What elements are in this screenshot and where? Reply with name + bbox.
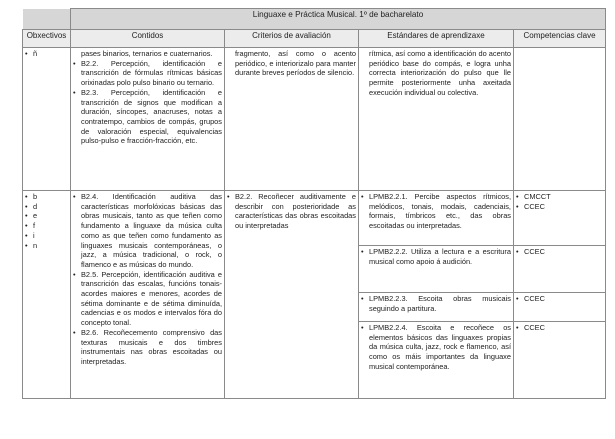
- objective-item: • b: [25, 192, 68, 202]
- objective-item: • i: [25, 231, 68, 241]
- criterion-item: • B2.2. Recoñecer auditivamente e describir con posterioridade as características das obras escoitadas ou interpretadas: [227, 192, 356, 231]
- table-row: [23, 48, 606, 191]
- header-contents: Contidos: [71, 30, 225, 48]
- competences-cell: [514, 48, 606, 191]
- criteria-cell: [225, 191, 359, 399]
- objective-item: • e: [25, 211, 68, 221]
- content-item: • B2.4. Identificación auditiva das características morfolóxicas básicas das obras musicais, tanto as que teñen como fundamento a linguaxe da música culta como as que teñen como fundamento as linguaxes musicais contemporáneas, o jazz, a música tradicional, o rock, o flamenco e as músicas do mundo.: [73, 192, 222, 270]
- contents-continuation: pases binarios, ternarios e cuaternarios.: [81, 49, 213, 58]
- standard-item: • LPMB2.2.3. Escoita obras musicais seguindo a partitura.: [361, 294, 511, 313]
- objective-item: • d: [25, 202, 68, 212]
- content-item: • B2.3. Percepción, identificación e transcrición de signos que modifican a duración, síncopes, anacruses, notas a contratempo, cambios de compás, grupos de valoración especial, equivalencias pulso-pulso e fracción-fracción, etc.: [73, 88, 222, 146]
- table-title: Linguaxe e Práctica Musical. 1º de bacharelato: [71, 9, 606, 30]
- header-standards: Estándares de aprendizaxe: [359, 30, 514, 48]
- standards-cell: [359, 48, 514, 191]
- content-item: • B2.2. Percepción, identificación e transcrición de fórmulas rítmicas básicas orixinadas polo pulso binario ou ternario.: [73, 59, 222, 88]
- header-objectives: Obxectivos: [23, 30, 71, 48]
- standards-cell: [359, 191, 514, 246]
- objectives-cell: [23, 191, 71, 399]
- content-item: • B2.5. Percepción, identificación auditiva e transcrición das escalas, funcións tonais-acordes maiores e menores, acordes de sétima dominante e de sétima diminuída, cadencias e os modos e intervalos fóra do concepto tonal.: [73, 270, 222, 328]
- header-competences: Competencias clave: [514, 30, 606, 48]
- objective-item: • f: [25, 221, 68, 231]
- table-row: [23, 191, 606, 246]
- contents-cell: [71, 191, 225, 399]
- header-criteria: Criterios de avaliación: [225, 30, 359, 48]
- competences-cell: [514, 191, 606, 246]
- competences-cell: [514, 322, 606, 399]
- table-title-row: [23, 9, 606, 30]
- competences-cell: [514, 246, 606, 293]
- objectives-cell: [23, 48, 71, 191]
- criteria-text: fragmento, así como o acento periódico, e interiorizalo para manter durante breves períodos de silencio.: [235, 49, 356, 78]
- standard-text: rítmica, así como a identificación do acento periódico base do compás, e logra unha correcta interiorización do pulso que lle permite posteriormente unha axeitada execución individual ou colectiva.: [369, 49, 511, 97]
- standards-cell: [359, 246, 514, 293]
- contents-cell: [71, 48, 225, 191]
- competence-item: • CMCCT: [516, 192, 603, 202]
- content-item: • B2.6. Recoñecemento comprensivo das texturas musicais e dos timbres instrumentais nas obras escoitadas ou interpretadas.: [73, 328, 222, 367]
- objective-item: • n: [25, 241, 68, 251]
- standards-cell: [359, 322, 514, 399]
- curriculum-table: [22, 8, 606, 399]
- standard-item: • LPMB2.2.4. Escoita e recoñece os elementos básicos das linguaxes propias da música culta, jazz, rock e flamenco, así como os máis importantes da linguaxe musical contemporánea.: [361, 323, 511, 372]
- objective-item: • ñ: [25, 49, 68, 59]
- standards-cell: [359, 293, 514, 322]
- standard-item: • LPMB2.2.1. Percibe aspectos rítmicos, melódicos, tonais, modais, cadenciais, formais, tímbricos etc., das obras escoitadas ou interpretadas.: [361, 192, 511, 231]
- criteria-cell: [225, 48, 359, 191]
- competence-item: • CCEC: [516, 247, 603, 257]
- standard-item: • LPMB2.2.2. Utiliza a lectura e a escritura musical como apoio á audición.: [361, 247, 511, 266]
- competence-item: • CCEC: [516, 202, 603, 212]
- table-header-row: [23, 30, 606, 48]
- competence-item: • CCEC: [516, 294, 603, 304]
- competences-cell: [514, 293, 606, 322]
- competence-item: • CCEC: [516, 323, 603, 333]
